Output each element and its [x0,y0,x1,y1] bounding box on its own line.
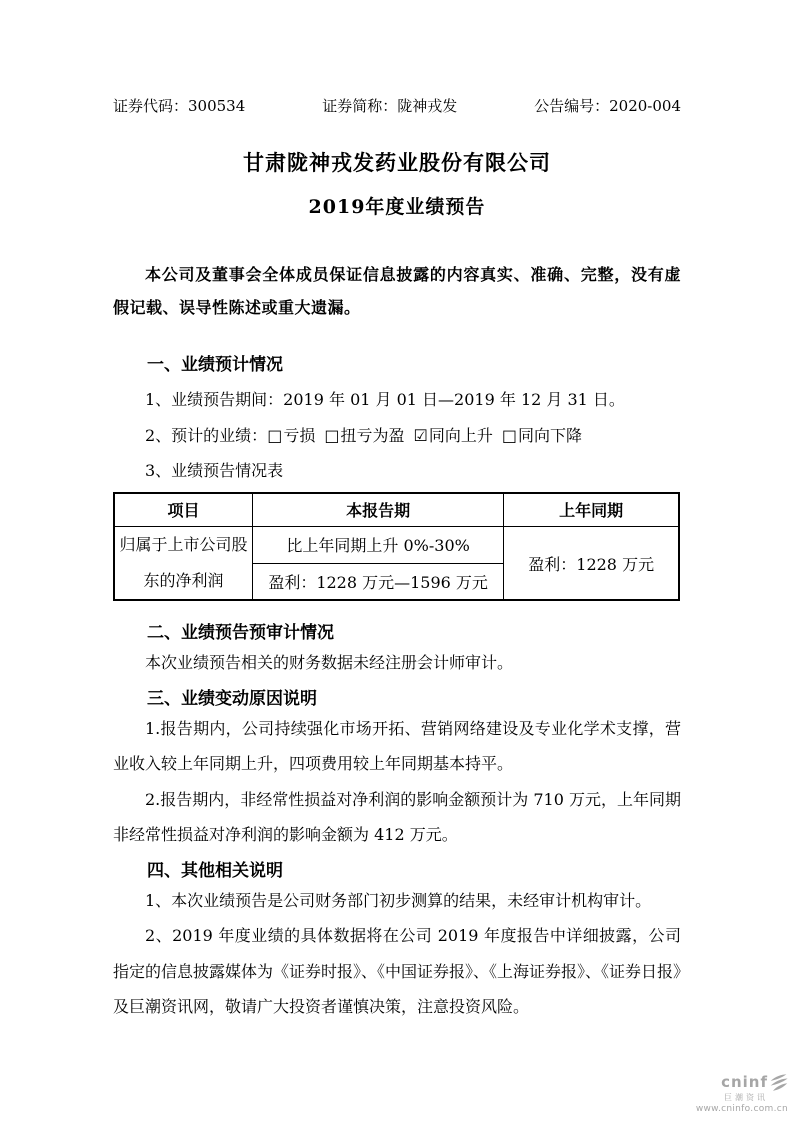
checkbox-unchecked-icon: □ [267,425,283,445]
cninfo-url: www.cninfo.com.cn [695,1104,788,1114]
forecast-table [113,492,680,602]
cninfo-logo-text: cninf [721,1073,768,1091]
section3-paragraph-2: 2.报告期内，非经常性损益对净利润的影响金额预计为 710 万元，上年同期非经常性损益对净利润的影响金额为 412 万元。 [113,789,681,844]
section4-paragraph-1: 1、本次业绩预告是公司财务部门初步测算的结果，未经审计机构审计。 [145,890,652,910]
table-header-row [114,493,679,527]
checkbox-option-increase [413,426,492,445]
checkbox-label: 扭亏为盈 [340,425,405,445]
checkbox-label: 亏损 [283,425,316,445]
checkbox-label: 同向上升 [428,425,493,445]
table-cell-current-profit: 盈利：1228 万元—1596 万元 [252,563,503,600]
stock-abbr: 证券简称：陇神戎发 [322,97,458,115]
company-title: 甘肃陇神戎发药业股份有限公司 [243,150,551,175]
section3-heading: 三、业绩变动原因说明 [147,688,317,709]
section3-paragraph-1: 1.报告期内，公司持续强化市场开拓、营销网络建设及专业化学术支撑，营业收入较上年同期上升，四项费用较上年同期基本持平。 [113,718,681,773]
cninfo-swirl-icon [769,1073,788,1092]
forecast-period: 1、业绩预告期间：2019 年 01 月 01 日—2019 年 12 月 31 日。 [145,390,625,409]
section4-heading: 四、其他相关说明 [147,860,283,881]
table-row [114,527,679,564]
section2-heading: 二、业绩预告预审计情况 [147,623,334,643]
section2-paragraph: 本次业绩预告相关的财务数据未经注册会计师审计。 [145,653,514,672]
table-cell-current-change: 比上年同期上升 0%-30% [252,527,503,564]
document-info-line [113,96,681,116]
checkbox-checked-icon: ☑ [413,425,428,445]
disclaimer-statement: 本公司及董事会全体成员保证信息披露的内容真实、准确、完整，没有虚假记载、误导性陈述或重大遗漏。 [113,265,681,317]
checkbox-unchecked-icon: □ [501,425,517,445]
table-cell-item: 归属于上市公司股东的净利润 [114,527,252,601]
table-header-current-period: 本报告期 [252,493,503,527]
section1-heading: 一、业绩预计情况 [147,355,283,375]
checkbox-option-loss [267,426,315,445]
document-title: 2019年度业绩预告 [308,196,486,218]
checkbox-unchecked-icon: □ [324,425,340,445]
checkbox-option-decrease [502,426,582,445]
stock-code: 证券代码：300534 [113,97,246,115]
cninfo-chinese-name: 巨潮资讯 [724,1093,768,1102]
checkbox-label: 同向下降 [517,425,582,445]
table-cell-prior-profit: 盈利：1228 万元 [504,527,679,601]
forecast-type-prefix: 2、预计的业绩： [145,425,268,445]
forecast-type-line [113,418,681,454]
announcement-number: 公告编号：2020-004 [534,97,681,115]
table-header-item: 项目 [114,493,252,527]
section4-paragraph-2: 2、2019 年度业绩的具体数据将在公司 2019 年度报告中详细披露，公司指定的信息披露媒体为《证券时报》、《中国证券报》、《上海证券报》、《证券日报》及巨潮资讯网，敬请广大投资者谨慎决策，注意投资风险。 [113,926,682,1016]
cninfo-watermark [696,1073,788,1114]
checkbox-option-turnaround [324,426,404,445]
table-header-prior-period: 上年同期 [504,493,679,527]
forecast-table-caption: 3、业绩预告情况表 [145,461,284,480]
